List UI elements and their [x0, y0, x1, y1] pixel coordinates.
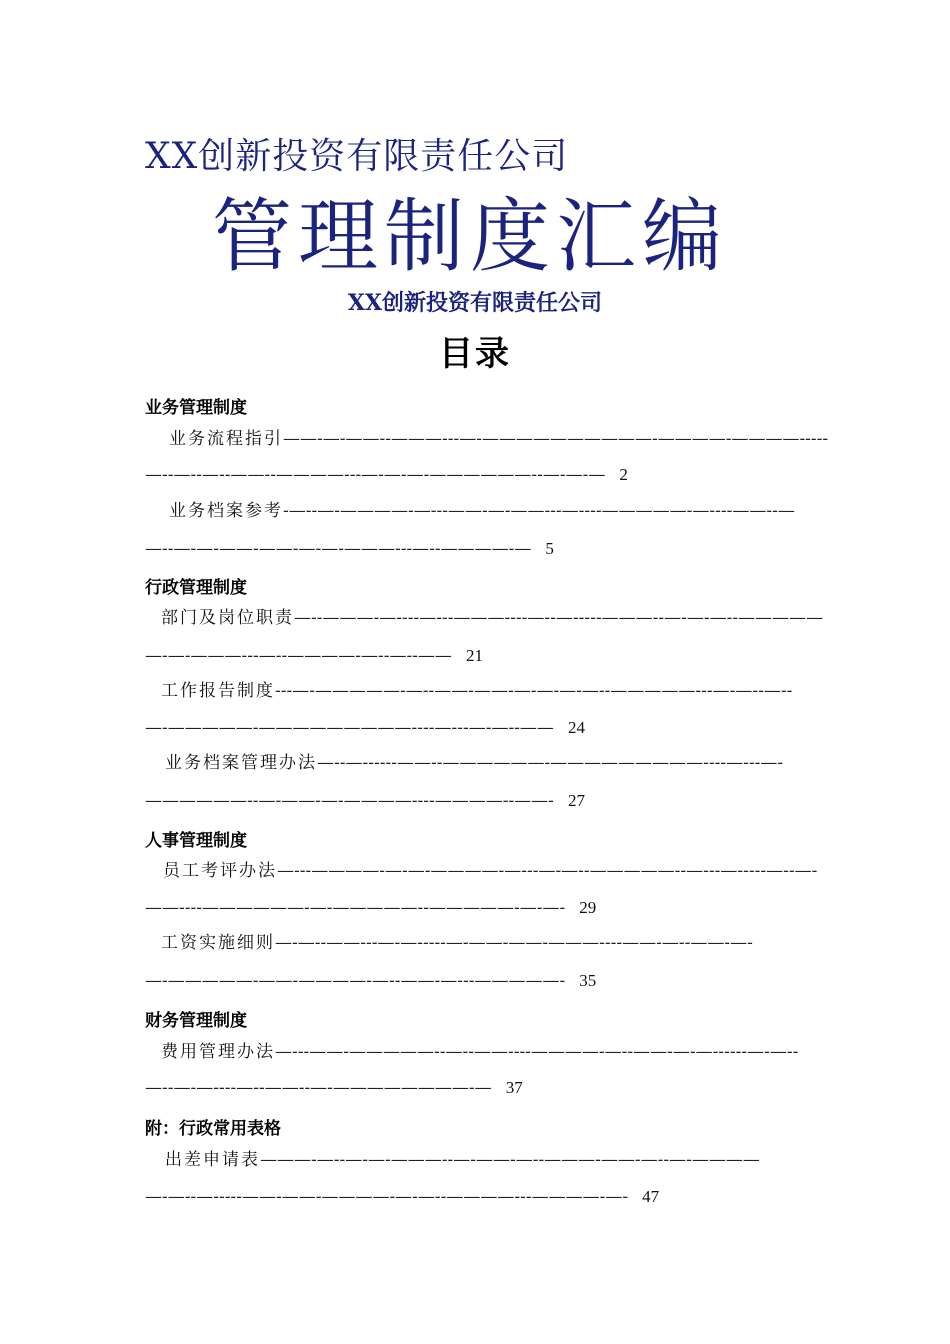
toc-leader: —--—-—----—--——--—-————————-— [145, 1078, 492, 1098]
toc-page-number: 29 [579, 898, 597, 917]
toc-page-number: 27 [567, 791, 585, 810]
toc-page-number: 47 [642, 1187, 660, 1206]
company-title: XX创新投资有限责任公司 [145, 136, 569, 177]
toc-entry-line[interactable] [145, 1149, 835, 1171]
toc-leader: —-—-———---—--————-—--—--—— [145, 646, 452, 666]
toc-entry-line-continued[interactable] [145, 645, 835, 667]
toc-leader: ——————--—-——-—-————----————--——- [145, 791, 554, 811]
toc-entry-title: 费用管理办法 [161, 1042, 275, 1062]
company-subtitle: XX创新投资有限责任公司 [347, 290, 603, 316]
toc-leader: -—--—-————-—---——-—-——---—----—————-—----——--— [283, 501, 795, 521]
toc-leader: —--—-—-——-——-—-—-———---—--————-— [145, 539, 532, 559]
toc-page-number: 2 [619, 465, 628, 484]
toc-entry-title: 部门及岗位职责 [161, 608, 294, 628]
toc-entry-line-continued[interactable] [145, 970, 835, 992]
toc-page-number: 37 [505, 1078, 523, 1097]
toc-entry-line-continued[interactable] [145, 897, 835, 919]
toc-entry-line[interactable] [145, 1041, 835, 1063]
toc-leader: —-—--——---—-—-----—-——-——-———----——-—--——-—- [275, 933, 753, 953]
section-heading-administration: 行政管理制度 [145, 578, 247, 598]
toc-entry-title: 员工考评办法 [163, 861, 277, 881]
toc-heading: 目录 [439, 334, 511, 374]
section-heading-business: 业务管理制度 [145, 398, 247, 418]
toc-entry-line[interactable] [145, 428, 835, 450]
toc-leader: —--———-—----—---———----—--—-----———--—-—-—--————— [294, 608, 824, 628]
toc-entry-line-continued[interactable] [145, 1077, 835, 1099]
toc-leader: —-—--—-----——-——-————-—-—--————---————-—- [145, 1187, 629, 1207]
toc-entry-title: 工资实施细则 [161, 933, 275, 953]
toc-entry-line[interactable] [145, 500, 835, 522]
toc-leader: ———-—--—-—-———--—-——-—--———-——-—--—-———— [260, 1150, 760, 1170]
toc-leader: —-—————-—————————----—---—-—--—— [145, 718, 554, 738]
toc-entry-title: 出差申请表 [165, 1150, 260, 1170]
toc-page-number: 5 [545, 539, 554, 558]
toc-entry-line-continued[interactable] [145, 464, 835, 486]
section-heading-appendix: 附：行政常用表格 [145, 1119, 281, 1139]
section-heading-personnel: 人事管理制度 [145, 831, 247, 851]
toc-leader: —--—------——--——————-—————————----—---—- [317, 753, 784, 773]
toc-entry-line-continued[interactable] [145, 1186, 835, 1208]
toc-entry-line-continued[interactable] [145, 790, 835, 812]
toc-leader: —--—--—--——--————---—-—-—-——————--—-—-— [145, 465, 606, 485]
toc-page-number: 24 [567, 718, 585, 737]
toc-entry-line[interactable] [145, 932, 835, 954]
toc-leader: —---——-—————--—--——----————-—--——-—-—------—-—-- [275, 1042, 799, 1062]
toc-entry-title: 业务档案参考 [169, 501, 283, 521]
toc-leader: —---————-—-—-————-—---—-—--—————--—---—-----—--—- [277, 861, 818, 881]
section-heading-finance: 财务管理制度 [145, 1011, 247, 1031]
toc-entry-title: 工作报告制度 [161, 681, 275, 701]
toc-leader: ——----——————-—-—————--—————-—-—- [145, 898, 566, 918]
toc-page-number: 35 [579, 971, 597, 990]
toc-entry-title: 业务流程指引 [169, 429, 283, 449]
toc-entry-line[interactable] [145, 860, 835, 882]
toc-entry-line[interactable] [145, 680, 835, 702]
toc-page-number: 21 [465, 646, 483, 665]
toc-leader: ---—-—————-—--——-——-—-—-—-—--—————---—-—--—-- [275, 681, 793, 701]
main-title: 管理制度汇编 [212, 190, 728, 283]
toc-leader: ——-—-——--———---—-——————————-————-————----- [283, 429, 829, 449]
toc-entry-line[interactable] [145, 752, 835, 774]
toc-leader: —-—————-——-————-—--——-—---—————- [145, 971, 566, 991]
toc-entry-line[interactable] [145, 607, 835, 629]
toc-entry-line-continued[interactable] [145, 538, 835, 560]
toc-entry-title: 业务档案管理办法 [165, 753, 317, 773]
toc-entry-line-continued[interactable] [145, 717, 835, 739]
